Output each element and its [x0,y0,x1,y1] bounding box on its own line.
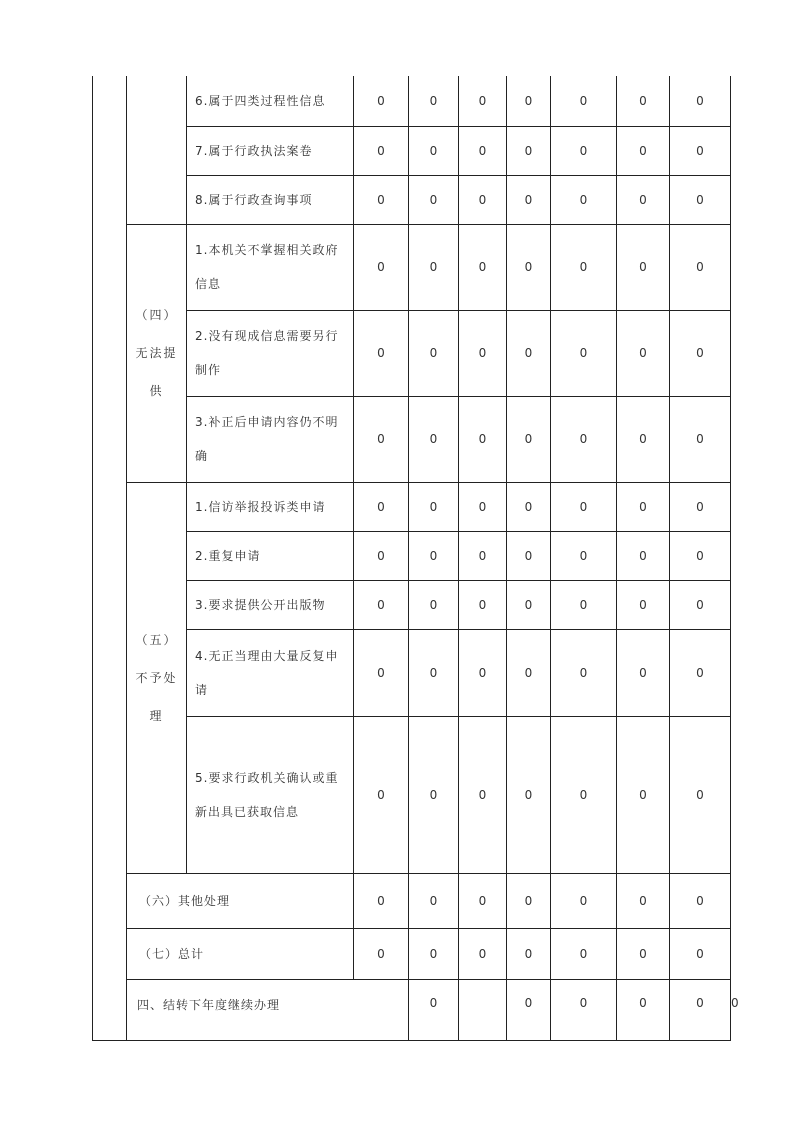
cell-value: 0 [507,580,551,629]
cell-value [459,979,507,1040]
table-row [93,175,731,224]
row-label: 2.重复申请 [187,531,354,580]
table-row [93,224,731,310]
cell-value: 0 [354,76,409,126]
row-label: （七）总计 [127,928,354,979]
cell-value: 0 [507,175,551,224]
cell-value: 0 [670,76,731,126]
cell-value: 0 [507,873,551,928]
cell-value: 0 [459,716,507,873]
cell-value: 0 [670,873,731,928]
cell-value: 0 [617,310,670,396]
cell-value: 0 [409,482,459,531]
cell-value: 0 [409,396,459,482]
table-row [93,629,731,716]
cell-value: 0 [354,580,409,629]
row-label: 7.属于行政执法案卷 [187,126,354,175]
cell-value: 0 [409,928,459,979]
cell-value: 0 [354,531,409,580]
row-label: 6.属于四类过程性信息 [187,76,354,126]
cell-value: 0 [617,716,670,873]
group-label-unable-to-provide [127,224,187,482]
cell-value: 0 [617,76,670,126]
cell-value: 0 [670,716,731,873]
table-row [93,716,731,873]
outer-left-column [93,76,127,1040]
group-label-line: 无法提 [135,346,178,360]
cell-value: 0 [459,396,507,482]
table-row [93,580,731,629]
cell-value: 0 [617,531,670,580]
table-row [93,126,731,175]
cell-value: 0 [459,531,507,580]
cell-value: 0 [551,873,617,928]
table-row [93,873,731,928]
cell-value: 0 [617,979,670,1040]
cell-value: 0 [670,580,731,629]
cell-value: 0 [459,629,507,716]
cell-value: 0 [551,175,617,224]
cell-value: 0 [551,531,617,580]
cell-value: 0 [617,482,670,531]
cell-value: 0 [459,224,507,310]
cell-value: 0 [670,175,731,224]
cell-value: 0 [459,310,507,396]
row-label: 4.无正当理由大量反复申请 [187,629,354,716]
cell-value: 0 [409,126,459,175]
cell-value: 0 [551,629,617,716]
cell-value: 0 [670,629,731,716]
cell-value: 0 [670,310,731,396]
row-label: 四、结转下年度继续办理 [127,979,409,1040]
table-row [93,531,731,580]
table-row [93,928,731,979]
row-label: 5.要求行政机关确认或重新出具已获取信息 [187,716,354,873]
cell-value: 0 [354,224,409,310]
group-column-continued [127,76,187,224]
cell-value: 0 [459,482,507,531]
row-label: 3.要求提供公开出版物 [187,580,354,629]
cell-value: 0 [459,928,507,979]
cell-value: 0 [670,928,731,979]
cell-value: 0 [507,396,551,482]
cell-value: 0 [507,482,551,531]
cell-value: 0 [617,224,670,310]
group-label-line: （五） [135,632,178,647]
cell-value: 0 [551,396,617,482]
cell-value: 0 [617,873,670,928]
cell-value: 0 [507,629,551,716]
cell-value: 0 [617,629,670,716]
cell-value: 0 [507,531,551,580]
cell-value: 0 [354,310,409,396]
row-label: 8.属于行政查询事项 [187,175,354,224]
cell-value: 0 [409,224,459,310]
cell-value: 0 [617,175,670,224]
row-label: 3.补正后申请内容仍不明确 [187,396,354,482]
group-label-line: 理 [149,708,164,723]
cell-value: 0 [507,310,551,396]
cell-value: 0 [409,979,459,1040]
table-row [93,482,731,531]
group-label-line: 供 [149,384,164,398]
cell-value: 0 [670,126,731,175]
cell-value: 0 [507,224,551,310]
cell-value: 0 [459,76,507,126]
row-label: 1.本机关不掌握相关政府信息 [187,224,354,310]
cell-value: 0 [617,928,670,979]
table-row [93,76,731,126]
cell-value: 0 [507,76,551,126]
cell-value: 0 [551,716,617,873]
cell-value: 0 [617,126,670,175]
row-label: 1.信访举报投诉类申请 [187,482,354,531]
row-label: （六）其他处理 [127,873,354,928]
cell-value: 0 [670,531,731,580]
cell-value: 0 [354,716,409,873]
group-label-line: 不予处 [135,670,178,685]
group-label-not-processed [127,482,187,873]
cell-value: 0 [670,396,731,482]
table-row [93,310,731,396]
cell-value: 0 [551,310,617,396]
table-row [93,396,731,482]
row-label: 2.没有现成信息需要另行制作 [187,310,354,396]
cell-value: 0 [617,580,670,629]
cell-value: 0 [409,580,459,629]
cell-value: 0 [459,580,507,629]
cell-value: 0 [507,979,551,1040]
cell-value: 0 [670,979,731,1040]
cell-value: 0 [459,175,507,224]
cell-value: 0 [354,928,409,979]
cell-value: 0 [507,716,551,873]
cell-value: 0 [354,396,409,482]
cell-value: 0 [409,873,459,928]
cell-value: 0 [670,482,731,531]
cell-value: 0 [459,126,507,175]
cell-value: 0 [354,629,409,716]
cell-value: 0 [409,310,459,396]
cell-value: 0 [617,396,670,482]
cell-value: 0 [354,482,409,531]
cell-value: 0 [409,531,459,580]
cell-value: 0 [670,224,731,310]
cell-value: 0 [409,629,459,716]
cell-value: 0 [551,224,617,310]
cell-value: 0 [551,979,617,1040]
cell-value: 0 [354,873,409,928]
cell-value: 0 [507,126,551,175]
group-label-line: （四） [135,308,178,322]
cell-value: 0 [551,76,617,126]
cell-value: 0 [551,580,617,629]
cell-value: 0 [551,482,617,531]
cell-value: 0 [354,126,409,175]
cell-value: 0 [409,76,459,126]
table-row: 四、结转下年度继续办理 0 0 0 0 0 0 [93,979,731,1040]
cell-value: 0 [459,873,507,928]
cell-value: 0 [551,126,617,175]
cell-value: 0 [409,175,459,224]
statistics-table [92,76,739,1041]
cell-value: 0 [354,175,409,224]
cell-value: 0 [409,716,459,873]
cell-value: 0 [507,928,551,979]
cell-value: 0 [551,928,617,979]
